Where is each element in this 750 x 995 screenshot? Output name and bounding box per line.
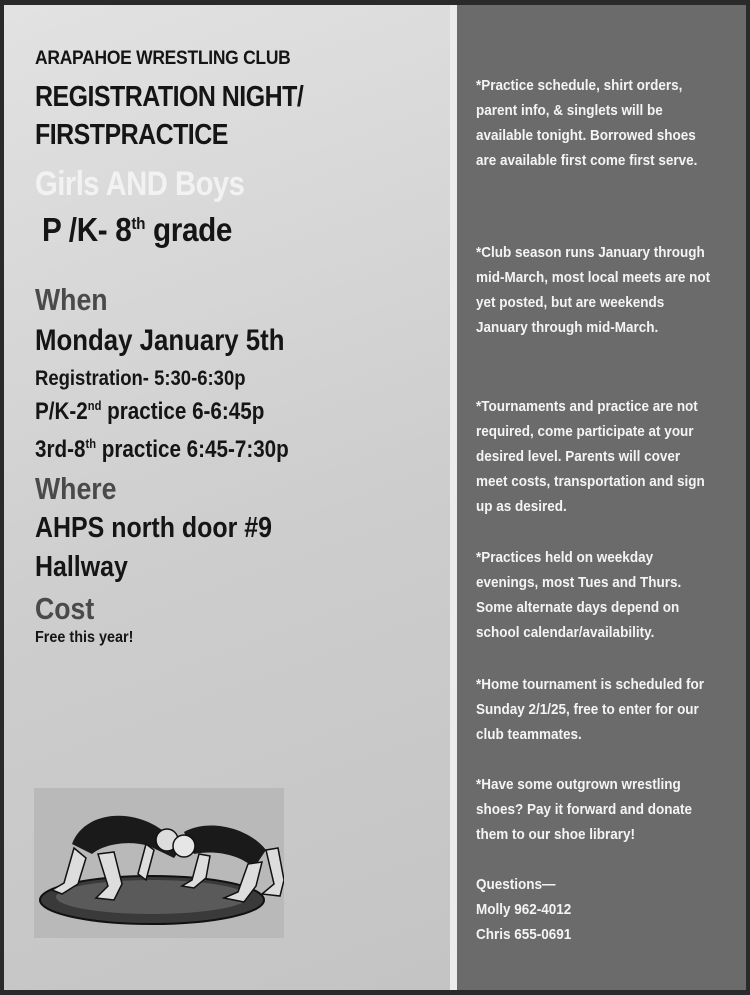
note-shoe-library: *Have some outgrown wrestling shoes? Pay it forward and donate them to our shoe library! [476, 776, 693, 843]
cost-value: Free this year! [35, 629, 134, 646]
note-practices: *Practices held on weekday evenings, most Tues and Thurs. Some alternate days depend on school calendar/availability. [476, 549, 682, 641]
where-label: Where [35, 471, 117, 506]
event-title-line1: REGISTRATION NIGHT/ [35, 81, 304, 113]
club-name: ARAPAHOE WRESTLING CLUB [35, 48, 291, 69]
event-title-line2: FIRSTPRACTICE [35, 119, 228, 151]
panel-divider [450, 5, 457, 990]
contact-chris: Chris 655-0691 [476, 926, 572, 943]
registration-time: Registration- 5:30-6:30p [35, 367, 246, 390]
event-date: Monday January 5th [35, 324, 285, 357]
audience-text: Girls AND Boys [35, 165, 245, 203]
questions-heading: Questions— [476, 876, 556, 893]
wrestlers-illustration-icon [34, 788, 284, 938]
cost-label: Cost [35, 591, 95, 626]
grade-range: P /K- 8th grade [42, 211, 233, 248]
location-line2: Hallway [35, 551, 128, 583]
note-schedule: *Practice schedule, shirt orders, parent info, & singlets will be available tonight. Borrowed shoes are available first come first serve. [476, 77, 698, 169]
when-label: When [35, 282, 108, 317]
note-season: *Club season runs January through mid-March, most local meets are not yet posted, but are weekends January through mid-March. [476, 244, 711, 336]
note-tournaments: *Tournaments and practice are not required, come participate at your desired level. Parents will cover meet costs, transportation and sign up as desired. [476, 398, 705, 515]
practice-time-3-8: 3rd-8th practice 6:45-7:30p [35, 436, 289, 463]
location-line1: AHPS north door #9 [35, 512, 272, 544]
practice-time-pk2: P/K-2nd practice 6-6:45p [35, 398, 265, 425]
note-home-tournament: *Home tournament is scheduled for Sunday 2/1/25, free to enter for our club teammates. [476, 676, 705, 743]
contact-molly: Molly 962-4012 [476, 901, 572, 918]
